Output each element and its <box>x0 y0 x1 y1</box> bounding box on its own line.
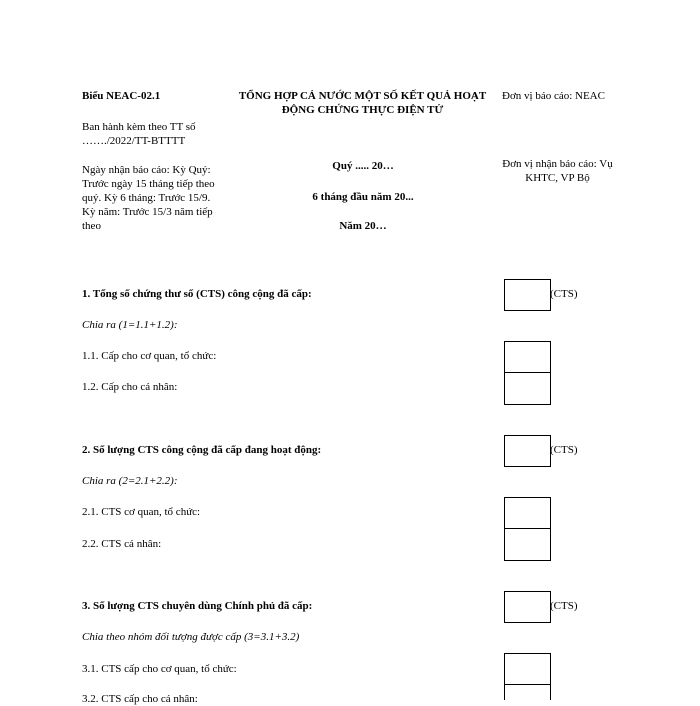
deadline-note <box>82 163 242 233</box>
period-quarter: Quý ..... 20… <box>332 160 394 172</box>
form-code: Biểu NEAC-02.1 <box>82 90 161 102</box>
section-3-item-1-label: 3.1. CTS cấp cho cơ quan, tổ chức: <box>82 663 237 675</box>
section-2-unit: (CTS) <box>550 444 578 456</box>
section-1-item-1-label: 1.1. Cấp cho cơ quan, tổ chức: <box>82 350 217 362</box>
section-3-unit: (CTS) <box>550 600 578 612</box>
section-3-item-2-label: 3.2. CTS cấp cho cá nhân: <box>82 693 198 705</box>
section-2-item-1-input[interactable] <box>504 497 551 529</box>
issued-line2: ……./2022/TT-BTTTT <box>82 135 186 147</box>
period-half: 6 tháng đầu năm 20... <box>312 191 414 203</box>
deadline-line: Ngày nhận báo cáo: Kỳ Quý: <box>82 164 211 176</box>
section-2-item-2-label: 2.2. CTS cá nhân: <box>82 538 162 550</box>
section-1-breakdown: Chia ra (1=1.1+1.2): <box>82 319 178 331</box>
section-1-unit: (CTS) <box>550 288 578 300</box>
report-title <box>225 89 500 117</box>
report-title-line1: TỔNG HỢP CẢ NƯỚC MỘT SỐ KẾT QUẢ HOẠT <box>238 90 487 102</box>
issued-by <box>82 120 196 148</box>
deadline-line: Trước ngày 15 tháng tiếp theo <box>82 178 215 190</box>
section-3-title: 3. Số lượng CTS chuyên dùng Chính phủ đã cấp: <box>82 600 313 612</box>
reporting-unit: Đơn vị báo cáo: NEAC <box>502 90 605 102</box>
deadline-line: Kỳ năm: Trước 15/3 năm tiếp <box>82 206 213 218</box>
section-2-title: 2. Số lượng CTS công cộng đã cấp đang hoạt động: <box>82 444 322 456</box>
section-1-total-input[interactable] <box>504 279 551 311</box>
section-2-breakdown: Chia ra (2=2.1+2.2): <box>82 475 178 487</box>
section-1-item-1-input[interactable] <box>504 341 551 373</box>
receiving-unit <box>490 157 625 185</box>
section-3-item-2-input[interactable] <box>504 684 551 700</box>
section-2-item-2-input[interactable] <box>504 528 551 561</box>
receiving-unit-line1: Đơn vị nhận báo cáo: Vụ <box>502 158 613 170</box>
section-1-title: 1. Tổng số chứng thư số (CTS) công cộng đã cấp: <box>82 288 312 300</box>
section-1-item-2-input[interactable] <box>504 372 551 405</box>
section-3-item-1-input[interactable] <box>504 653 551 685</box>
deadline-line: theo <box>82 220 101 232</box>
period-year: Năm 20… <box>339 220 387 232</box>
section-2-item-1-label: 2.1. CTS cơ quan, tổ chức: <box>82 506 201 518</box>
section-3-total-input[interactable] <box>504 591 551 623</box>
issued-line1: Ban hành kèm theo TT số <box>82 121 196 133</box>
section-1-item-2-label: 1.2. Cấp cho cá nhân: <box>82 381 178 393</box>
section-3-breakdown: Chia theo nhóm đối tượng được cấp (3=3.1+3.2) <box>82 631 300 643</box>
report-title-line2: ĐỘNG CHỨNG THỰC ĐIỆN TỬ <box>281 104 444 116</box>
section-2-total-input[interactable] <box>504 435 551 467</box>
deadline-line: quý. Kỳ 6 tháng: Trước 15/9. <box>82 192 211 204</box>
receiving-unit-line2: KHTC, VP Bộ <box>525 172 590 184</box>
